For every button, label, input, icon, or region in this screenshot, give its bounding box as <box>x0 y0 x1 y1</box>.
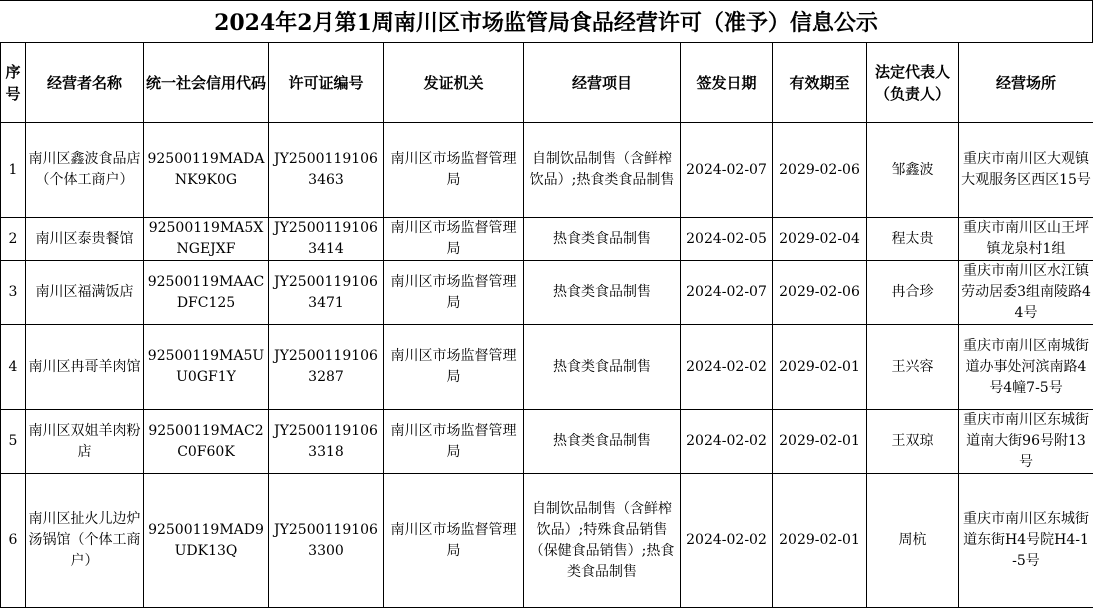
cell-license-no[interactable]: JY25001191063414 <box>269 218 384 261</box>
header-name[interactable]: 经营者名称 <box>26 43 144 123</box>
cell-license-no[interactable]: JY25001191063318 <box>269 410 384 474</box>
cell-expire-date[interactable]: 2029-02-06 <box>773 261 867 325</box>
header-seq[interactable]: 序号 <box>1 43 26 123</box>
table-row <box>1 261 1093 325</box>
cell-issue-date[interactable]: 2024-02-02 <box>681 474 773 608</box>
table-row <box>1 218 1093 261</box>
header-scope[interactable]: 经营项目 <box>524 43 681 123</box>
cell-scope[interactable]: 热食类食品制售 <box>524 261 681 325</box>
cell-representative[interactable]: 周杭 <box>867 474 959 608</box>
cell-scope[interactable]: 热食类食品制售 <box>524 410 681 474</box>
cell-issue-date[interactable]: 2024-02-07 <box>681 123 773 218</box>
cell-expire-date[interactable]: 2029-02-01 <box>773 410 867 474</box>
cell-issue-date[interactable]: 2024-02-07 <box>681 261 773 325</box>
header-row <box>1 43 1093 123</box>
cell-credit-code[interactable]: 92500119MA5UU0GF1Y <box>144 325 269 410</box>
header-credit-code[interactable]: 统一社会信用代码 <box>144 43 269 123</box>
cell-license-no[interactable]: JY25001191063300 <box>269 474 384 608</box>
cell-representative[interactable]: 王兴容 <box>867 325 959 410</box>
cell-representative[interactable]: 程太贵 <box>867 218 959 261</box>
cell-address[interactable]: 重庆市南川区水江镇劳动居委3组南陵路44号 <box>959 261 1093 325</box>
cell-issue-date[interactable]: 2024-02-02 <box>681 410 773 474</box>
table-row <box>1 474 1093 608</box>
header-license-no[interactable]: 许可证编号 <box>269 43 384 123</box>
cell-name[interactable]: 南川区鑫波食品店（个体工商户） <box>26 123 144 218</box>
cell-scope[interactable]: 热食类食品制售 <box>524 218 681 261</box>
table-row <box>1 410 1093 474</box>
cell-address[interactable]: 重庆市南川区大观镇大观服务区西区15号 <box>959 123 1093 218</box>
cell-scope[interactable]: 自制饮品制售（含鲜榨饮品）;特殊食品销售（保健食品销售）;热食类食品制售 <box>524 474 681 608</box>
cell-license-no[interactable]: JY25001191063471 <box>269 261 384 325</box>
header-expire-date[interactable]: 有效期至 <box>773 43 867 123</box>
cell-name[interactable]: 南川区泰贵餐馆 <box>26 218 144 261</box>
cell-name[interactable]: 南川区扯火儿边炉汤锅馆（个体工商户） <box>26 474 144 608</box>
header-authority[interactable]: 发证机关 <box>384 43 524 123</box>
cell-name[interactable]: 南川区双姐羊肉粉店 <box>26 410 144 474</box>
cell-authority[interactable]: 南川区市场监督管理局 <box>384 474 524 608</box>
cell-representative[interactable]: 邹鑫波 <box>867 123 959 218</box>
table-row <box>1 123 1093 218</box>
cell-expire-date[interactable]: 2029-02-04 <box>773 218 867 261</box>
cell-expire-date[interactable]: 2029-02-01 <box>773 474 867 608</box>
page-title: 2024年2月第1周南川区市场监管局食品经营许可（准予）信息公示 <box>0 0 1093 42</box>
cell-expire-date[interactable]: 2029-02-01 <box>773 325 867 410</box>
cell-issue-date[interactable]: 2024-02-02 <box>681 325 773 410</box>
cell-scope[interactable]: 自制饮品制售（含鲜榨饮品）;热食类食品制售 <box>524 123 681 218</box>
cell-credit-code[interactable]: 92500119MAACDFC125 <box>144 261 269 325</box>
cell-representative[interactable]: 冉合珍 <box>867 261 959 325</box>
cell-representative[interactable]: 王双琼 <box>867 410 959 474</box>
cell-name[interactable]: 南川区福满饭店 <box>26 261 144 325</box>
cell-issue-date[interactable]: 2024-02-05 <box>681 218 773 261</box>
cell-address[interactable]: 重庆市南川区东城街道东街H4号院H4-1-5号 <box>959 474 1093 608</box>
cell-authority[interactable]: 南川区市场监督管理局 <box>384 218 524 261</box>
cell-scope[interactable]: 热食类食品制售 <box>524 325 681 410</box>
cell-address[interactable]: 重庆市南川区南城街道办事处河滨南路4号4幢7-5号 <box>959 325 1093 410</box>
cell-authority[interactable]: 南川区市场监督管理局 <box>384 410 524 474</box>
cell-authority[interactable]: 南川区市场监督管理局 <box>384 261 524 325</box>
license-table <box>0 42 1093 608</box>
cell-name[interactable]: 南川区冉哥羊肉馆 <box>26 325 144 410</box>
cell-authority[interactable]: 南川区市场监督管理局 <box>384 325 524 410</box>
cell-seq[interactable]: 1 <box>1 123 26 218</box>
cell-address[interactable]: 重庆市南川区山王坪镇龙泉村1组 <box>959 218 1093 261</box>
cell-seq[interactable]: 5 <box>1 410 26 474</box>
cell-license-no[interactable]: JY25001191063287 <box>269 325 384 410</box>
cell-credit-code[interactable]: 92500119MAC2C0F60K <box>144 410 269 474</box>
cell-seq[interactable]: 3 <box>1 261 26 325</box>
cell-seq[interactable]: 2 <box>1 218 26 261</box>
header-representative[interactable]: 法定代表人（负责人） <box>867 43 959 123</box>
cell-credit-code[interactable]: 92500119MAD9UDK13Q <box>144 474 269 608</box>
header-issue-date[interactable]: 签发日期 <box>681 43 773 123</box>
cell-seq[interactable]: 6 <box>1 474 26 608</box>
cell-seq[interactable]: 4 <box>1 325 26 410</box>
cell-credit-code[interactable]: 92500119MA5XNGEJXF <box>144 218 269 261</box>
cell-authority[interactable]: 南川区市场监督管理局 <box>384 123 524 218</box>
table-row <box>1 325 1093 410</box>
cell-license-no[interactable]: JY25001191063463 <box>269 123 384 218</box>
cell-expire-date[interactable]: 2029-02-06 <box>773 123 867 218</box>
cell-address[interactable]: 重庆市南川区东城街道南大街96号附13号 <box>959 410 1093 474</box>
cell-credit-code[interactable]: 92500119MADANK9K0G <box>144 123 269 218</box>
header-address[interactable]: 经营场所 <box>959 43 1093 123</box>
